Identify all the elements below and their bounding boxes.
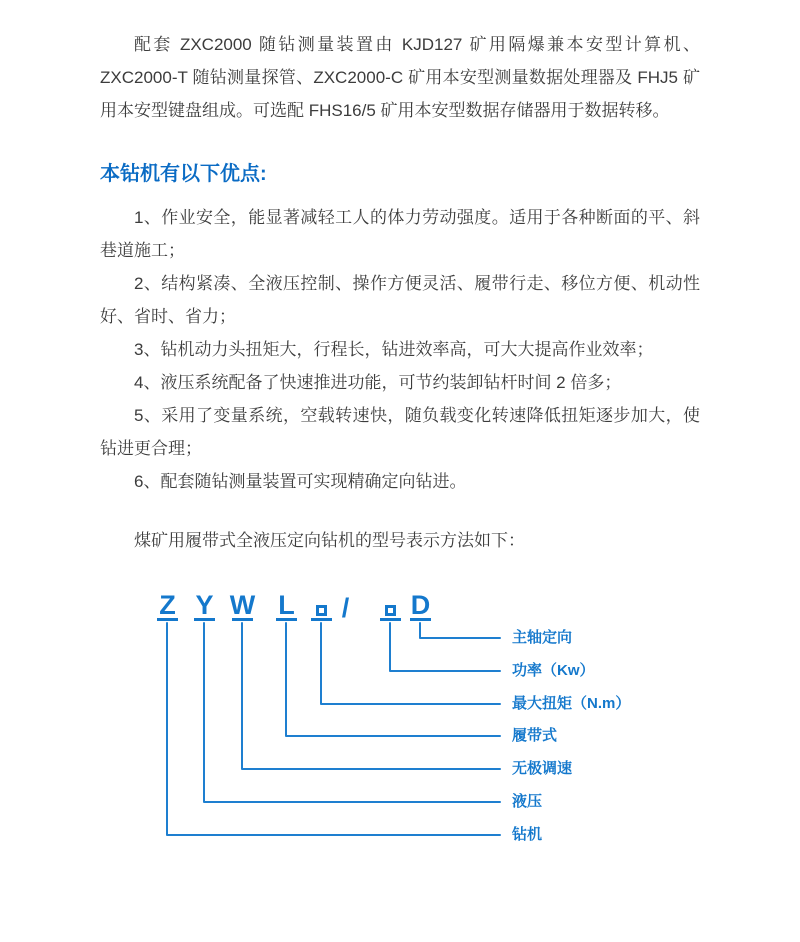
slash-separator: / <box>341 593 350 623</box>
diagram-label-crawler-type: 履带式 <box>512 727 558 744</box>
model-symbol-text: W <box>229 590 256 620</box>
model-symbol-text: Z <box>159 590 176 620</box>
advantage-item: 1、作业安全，能显著减轻工人的体力劳动强度。适用于各种断面的平、斜巷道施工； <box>100 208 700 260</box>
advantages-list <box>100 201 700 498</box>
model-symbol-text: D <box>410 590 431 620</box>
model-symbol-box-torque <box>311 593 332 621</box>
advantage-item: 5、采用了变量系统，空载转速快，随负载变化转速降低扭矩逐步加大，使钻进更合理； <box>100 406 700 458</box>
diagram-label-stepless-speed: 无极调速 <box>512 760 573 777</box>
model-symbol-w <box>229 590 256 621</box>
document-page <box>0 28 800 881</box>
model-symbol-z <box>157 590 178 621</box>
advantage-item: 4、液压系统配备了快速推进功能，可节约装卸钻杆时间 2 倍多； <box>134 373 622 392</box>
model-code-diagram <box>100 557 700 881</box>
diagram-label-drill-rig: 钻机 <box>512 826 543 843</box>
intro-paragraph: 配套 ZXC2000 随钻测量装置由 KJD127 矿用隔爆兼本安型计算机、ZXC2000-T 随钻测量探管、ZXC2000-C 矿用本安型测量数据处理器及 FHJ5 矿用本安型键盘组成。可选配 FHS16/5 矿用本安型数据存储器用于数据转移。 <box>100 35 700 120</box>
model-symbol-box-power <box>380 593 401 621</box>
diagram-label-spindle-orientation: 主轴定向 <box>512 629 573 646</box>
diagram-label-power: 功率（Kw） <box>512 662 595 679</box>
placeholder-box-icon <box>385 605 396 616</box>
model-symbol-y <box>194 590 215 621</box>
model-symbol-d <box>410 590 431 621</box>
model-method-sentence: 煤矿用履带式全液压定向钻机的型号表示方法如下： <box>134 531 525 550</box>
diagram-label-hydraulic: 液压 <box>512 793 543 810</box>
advantages-heading: 本钻机有以下优点: <box>100 163 267 185</box>
advantage-item: 6、配套随钻测量装置可实现精确定向钻进。 <box>134 472 467 491</box>
advantage-item: 2、结构紧凑、全液压控制、操作方便灵活、履带行走、移位方便、机动性好、省时、省力； <box>100 274 700 326</box>
advantage-item: 3、钻机动力头扭矩大，行程长，钻进效率高，可大大提高作业效率； <box>134 340 654 359</box>
model-symbol-slash <box>335 593 356 621</box>
model-symbol-text: L <box>278 590 295 620</box>
model-symbol-l <box>276 590 297 621</box>
diagram-label-max-torque: 最大扭矩（N.m） <box>512 695 631 712</box>
model-symbol-text: Y <box>195 590 214 620</box>
placeholder-box-icon <box>316 605 327 616</box>
